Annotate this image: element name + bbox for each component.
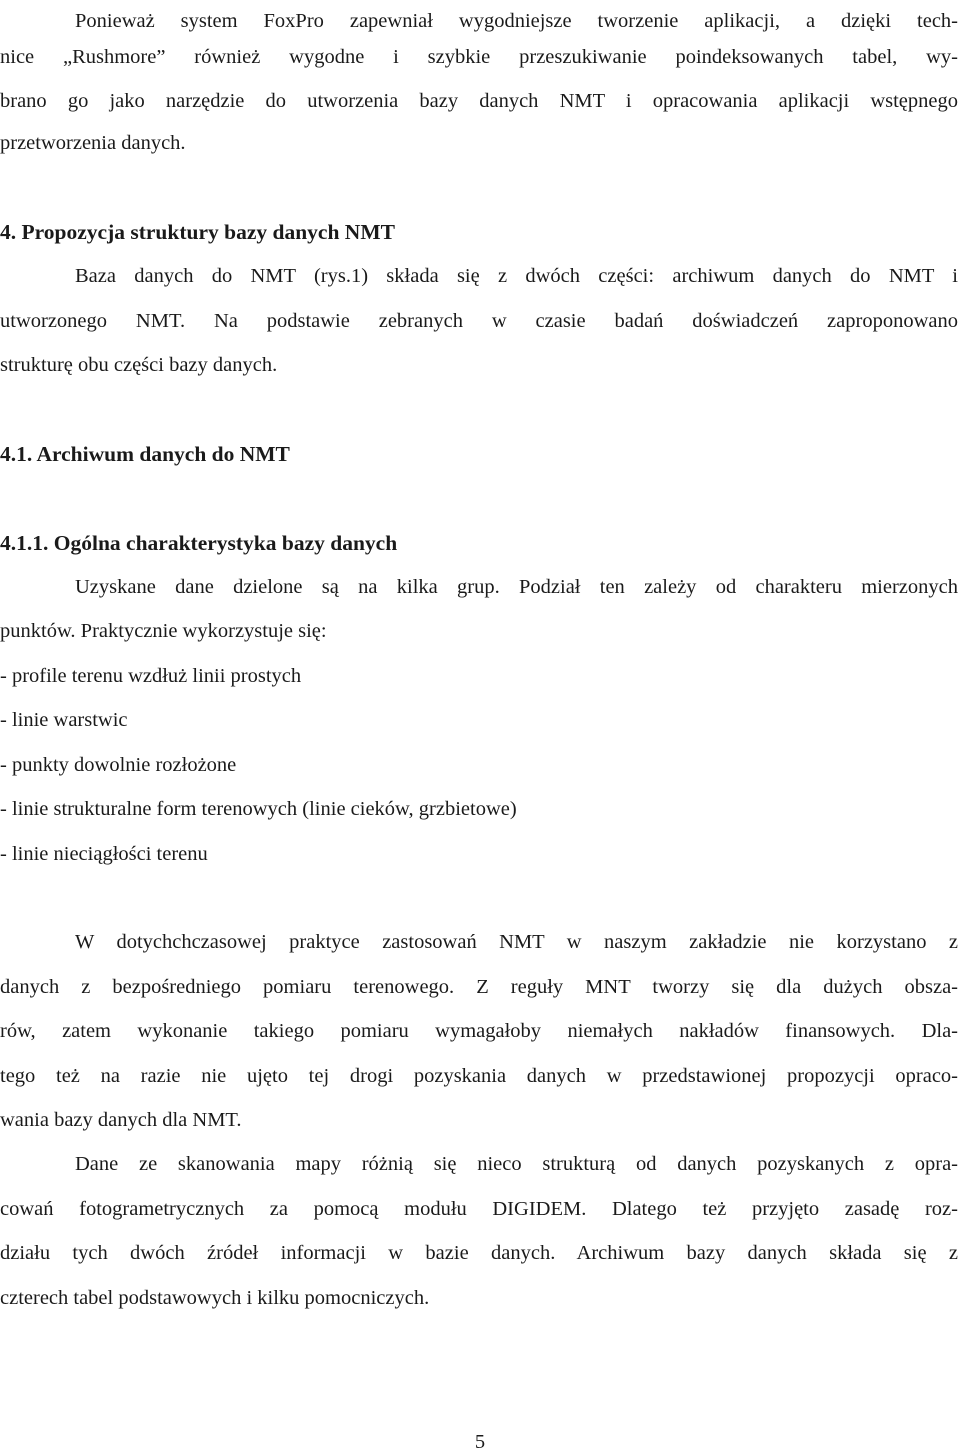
list-item: - linie nieciągłości terenu bbox=[0, 843, 208, 865]
practice-line: W dotychchczasowej praktyce zastosowań NMT w naszym zakładzie nie korzystano z bbox=[75, 931, 958, 953]
scan-line: Dane ze skanowania mapy różnią się nieco strukturą od danych pozyskanych z opra- bbox=[75, 1153, 958, 1175]
practice-line: rów, zatem wykonanie takiego pomiaru wymagałoby niemałych nakładów finansowych. Dla- bbox=[0, 1020, 958, 1042]
section-4-1-1-line: Uzyskane dane dzielone są na kilka grup. Podział ten zależy od charakteru mierzonych bbox=[75, 576, 958, 598]
intro-line: brano go jako narzędzie do utworzenia bazy danych NMT i opracowania aplikacji wstępnego bbox=[0, 90, 958, 112]
scan-line: działu tych dwóch źródeł informacji w bazie danych. Archiwum bazy danych składa się z bbox=[0, 1242, 958, 1264]
scan-line: cowań fotogrametrycznych za pomocą modułu DIGIDEM. Dlatego też przyjęto zasadę roz- bbox=[0, 1198, 958, 1220]
list-item: - punkty dowolnie rozłożone bbox=[0, 754, 237, 776]
practice-line: wania bazy danych dla NMT. bbox=[0, 1109, 242, 1131]
section-4-line: utworzonego NMT. Na podstawie zebranych w czasie badań doświadczeń zaproponowano bbox=[0, 310, 958, 332]
list-item: - linie strukturalne form terenowych (linie cieków, grzbietowe) bbox=[0, 798, 517, 820]
intro-line: przetworzenia danych. bbox=[0, 132, 186, 154]
list-item: - profile terenu wzdłuż linii prostych bbox=[0, 665, 302, 687]
intro-line: nice „Rushmore” również wygodne i szybkie przeszukiwanie poindeksowanych tabel, wy- bbox=[0, 46, 958, 68]
intro-line: Ponieważ system FoxPro zapewniał wygodniejsze tworzenie aplikacji, a dzięki tech- bbox=[75, 10, 958, 32]
section-4-1-heading: 4.1. Archiwum danych do NMT bbox=[0, 442, 290, 466]
scan-line: czterech tabel podstawowych i kilku pomocniczych. bbox=[0, 1287, 430, 1309]
section-4-line: strukturę obu części bazy danych. bbox=[0, 354, 278, 376]
section-4-1-1-line: punktów. Praktycznie wykorzystuje się: bbox=[0, 620, 327, 642]
section-4-heading: 4. Propozycja struktury bazy danych NMT bbox=[0, 220, 395, 244]
practice-line: danych z bezpośredniego pomiaru terenowego. Z reguły MNT tworzy się dla dużych obsza- bbox=[0, 976, 958, 998]
practice-line: tego też na razie nie ujęto tej drogi pozyskania danych w przedstawionej propozycji opraco- bbox=[0, 1065, 958, 1087]
section-4-line: Baza danych do NMT (rys.1) składa się z dwóch części: archiwum danych do NMT i bbox=[75, 265, 958, 287]
section-4-1-1-heading: 4.1.1. Ogólna charakterystyka bazy danych bbox=[0, 531, 398, 555]
page-number: 5 bbox=[474, 1431, 486, 1453]
list-item: - linie warstwic bbox=[0, 709, 128, 731]
